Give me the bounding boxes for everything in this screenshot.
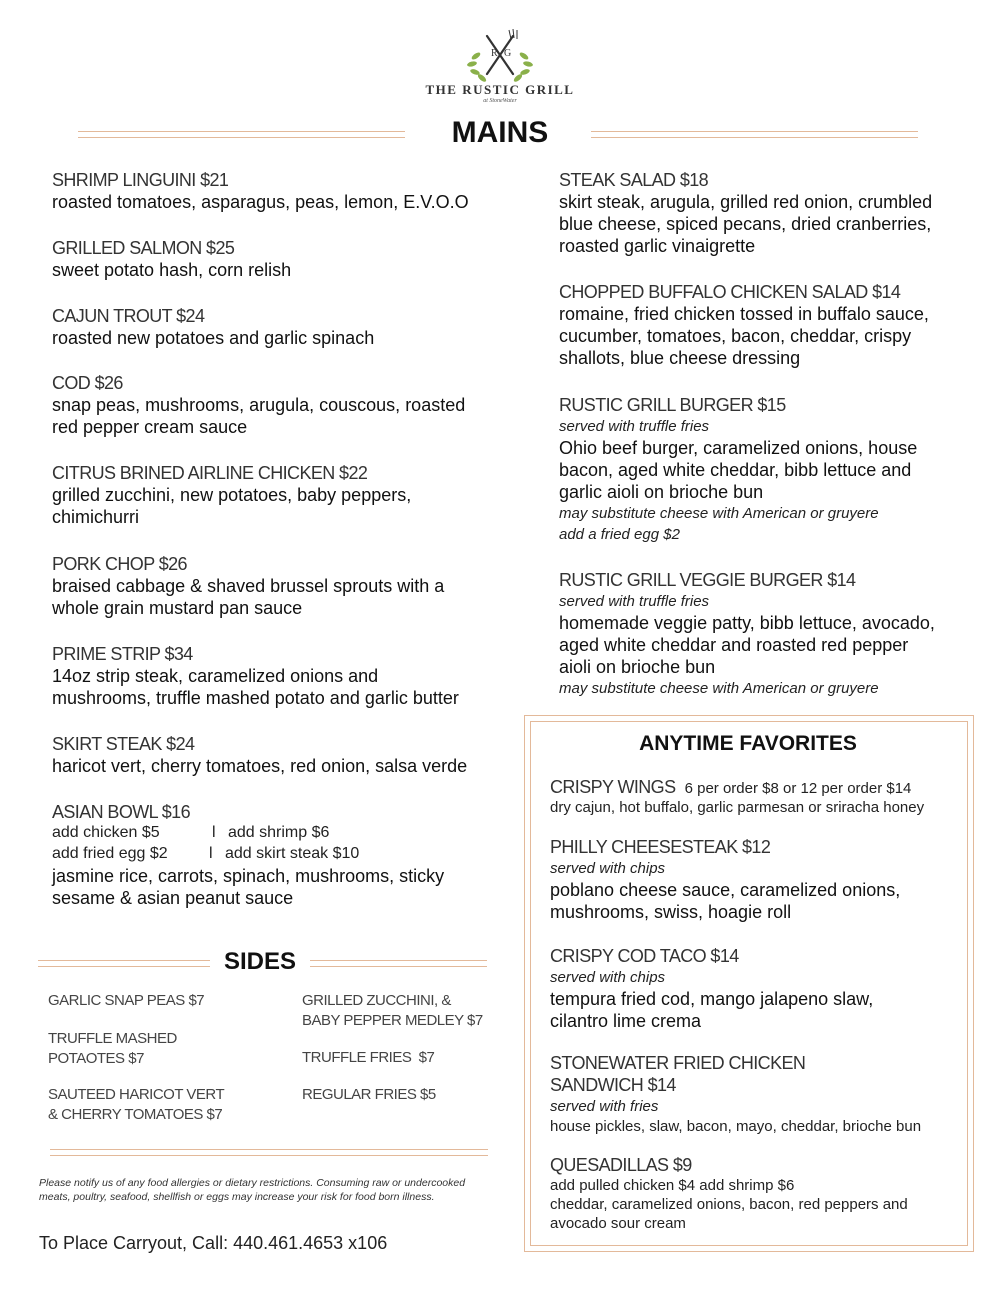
item-detail: 6 per order $8 or 12 per order $14 <box>684 780 912 797</box>
item-desc: snap peas, mushrooms, arugula, couscous, roasted <box>52 395 466 415</box>
item-name: PHILLY CHEESESTEAK $12 <box>550 837 771 857</box>
item-desc: jasmine rice, carrots, spinach, mushrooms, sticky <box>52 866 445 886</box>
menu-item-pork-chop <box>52 553 512 619</box>
logo-monogram-r: R <box>491 48 498 59</box>
item-served: served with truffle fries <box>559 593 710 610</box>
menu-item-cod <box>52 372 512 438</box>
item-desc: mushrooms, swiss, hoagie roll <box>550 902 792 922</box>
side-garlic-snap-peas: GARLIC SNAP PEAS $7 <box>48 992 205 1009</box>
carryout-phone[interactable]: To Place Carryout, Call: 440.461.4653 x106 <box>39 1233 388 1253</box>
item-note: may substitute cheese with American or gruyere <box>559 680 879 697</box>
item-desc: Ohio beef burger, caramelized onions, house <box>559 438 918 458</box>
add-option: add fried egg $2 <box>52 845 168 862</box>
item-desc: house pickles, slaw, bacon, mayo, cheddar, brioche bun <box>550 1118 922 1135</box>
mains-divider-left <box>78 131 405 138</box>
item-name: SHRIMP LINGUINI $21 <box>52 170 229 190</box>
item-served: served with chips <box>550 969 666 986</box>
disclaimer-line: Please notify us of any food allergies or dietary restrictions. Consuming raw or undercooked <box>39 1177 466 1189</box>
anytime-title: ANYTIME FAVORITES <box>639 732 857 755</box>
menu-item-rustic-grill-burger <box>559 394 979 545</box>
item-name: CAJUN TROUT $24 <box>52 306 205 326</box>
add-option: add skirt steak $10 <box>225 845 360 862</box>
allergy-disclaimer <box>39 1176 509 1204</box>
logo <box>462 22 538 84</box>
menu-item-asian-bowl <box>52 801 512 909</box>
item-desc: whole grain mustard pan sauce <box>52 598 303 618</box>
item-desc: avocado sour cream <box>550 1215 686 1232</box>
item-desc: garlic aioli on brioche bun <box>559 482 764 502</box>
item-desc: shallots, blue cheese dressing <box>559 348 801 368</box>
item-served: served with truffle fries <box>559 418 710 435</box>
item-desc: dry cajun, hot buffalo, garlic parmesan or sriracha honey <box>550 799 925 816</box>
menu-item-skirt-steak <box>52 733 512 777</box>
item-name: PRIME STRIP $34 <box>52 644 193 664</box>
item-desc: mushrooms, truffle mashed potato and garlic butter <box>52 688 459 708</box>
item-desc: romaine, fried chicken tossed in buffalo sauce, <box>559 304 929 324</box>
separator: l <box>212 824 216 841</box>
side-truffle-mashed: TRUFFLE MASHED POTAOTES $7 <box>48 1030 177 1067</box>
item-desc: skirt steak, arugula, grilled red onion, crumbled <box>559 192 933 212</box>
item-desc: haricot vert, cherry tomatoes, red onion, salsa verde <box>52 756 468 776</box>
menu-item-shrimp-linguini <box>52 169 512 213</box>
item-desc: bacon, aged white cheddar, bibb lettuce and <box>559 460 912 480</box>
item-name: QUESADILLAS $9 <box>550 1155 692 1175</box>
sides-divider-right <box>310 960 487 967</box>
menu-item-fried-chicken-sandwich <box>550 1052 970 1136</box>
menu-item-prime-strip <box>52 643 512 709</box>
item-name: CRISPY COD TACO $14 <box>550 946 739 966</box>
menu-item-cajun-trout <box>52 305 512 349</box>
menu-item-veggie-burger <box>559 569 979 699</box>
item-desc: sweet potato hash, corn relish <box>52 260 292 280</box>
item-name: RUSTIC GRILL VEGGIE BURGER $14 <box>559 570 856 590</box>
sides-divider-left <box>38 960 210 967</box>
item-desc: aged white cheddar and roasted red pepper <box>559 635 909 655</box>
item-desc: roasted new potatoes and garlic spinach <box>52 328 375 348</box>
mains-title: MAINS <box>451 116 549 149</box>
item-note: may substitute cheese with American or gruyere <box>559 505 879 522</box>
item-desc: red pepper cream sauce <box>52 417 248 437</box>
item-desc: cucumber, tomatoes, bacon, cheddar, crispy <box>559 326 912 346</box>
item-desc: sesame & asian peanut sauce <box>52 888 294 908</box>
item-desc: roasted tomatoes, asparagus, peas, lemon, E.V.O.O <box>52 192 469 212</box>
item-desc: cheddar, caramelized onions, bacon, red peppers and <box>550 1196 908 1213</box>
item-desc: blue cheese, spiced pecans, dried cranberries, <box>559 214 932 234</box>
item-desc: 14oz strip steak, caramelized onions and <box>52 666 379 686</box>
add-option: add shrimp $6 <box>228 824 330 841</box>
side-grilled-zucchini: GRILLED ZUCCHINI, & BABY PEPPER MEDLEY $7 <box>302 992 483 1029</box>
side-truffle-fries: TRUFFLE FRIES $7 <box>302 1049 435 1066</box>
logo-monogram-g: G <box>504 48 512 59</box>
menu-item-buffalo-chicken-salad <box>559 281 979 369</box>
item-name: GRILLED SALMON $25 <box>52 238 235 258</box>
sides-title: SIDES <box>223 948 297 975</box>
menu-item-steak-salad <box>559 169 979 257</box>
logo-emblem-icon <box>462 22 538 84</box>
item-name: PORK CHOP $26 <box>52 554 187 574</box>
item-note: add a fried egg $2 <box>559 526 680 543</box>
menu-item-citrus-chicken <box>52 462 512 528</box>
item-desc: tempura fried cod, mango jalapeno slaw, <box>550 989 874 1009</box>
item-desc: add pulled chicken $4 add shrimp $6 <box>550 1177 795 1194</box>
item-name: CRISPY WINGS <box>550 777 676 797</box>
side-haricot-vert: SAUTEED HARICOT VERT & CHERRY TOMATOES $7 <box>48 1086 225 1123</box>
menu-item-crispy-cod-taco <box>550 945 970 1032</box>
item-name: SANDWICH $14 <box>550 1075 676 1095</box>
menu-item-philly-cheesesteak <box>550 836 970 923</box>
separator: l <box>209 845 213 862</box>
item-desc: cilantro lime crema <box>550 1011 702 1031</box>
item-name: ASIAN BOWL $16 <box>52 802 190 822</box>
asian-bowl-add-row-1 <box>52 823 512 844</box>
restaurant-name: THE RUSTIC GRILL <box>425 82 575 97</box>
menu-item-crispy-wings <box>550 776 970 817</box>
item-served: served with chips <box>550 860 666 877</box>
disclaimer-line: meats, poultry, seafood, shellfish or eggs may increase your risk for food born illness. <box>39 1191 435 1203</box>
side-regular-fries: REGULAR FRIES $5 <box>302 1086 436 1103</box>
item-desc: homemade veggie patty, bibb lettuce, avocado, <box>559 613 935 633</box>
item-served: served with fries <box>550 1098 659 1115</box>
menu-item-grilled-salmon <box>52 237 512 281</box>
mains-divider-right <box>591 131 918 138</box>
wings-name-row <box>550 776 970 798</box>
item-desc: aioli on brioche bun <box>559 657 716 677</box>
asian-bowl-add-row-2 <box>52 844 512 865</box>
item-desc: poblano cheese sauce, caramelized onions, <box>550 880 901 900</box>
item-name: STEAK SALAD $18 <box>559 170 709 190</box>
item-name: CHOPPED BUFFALO CHICKEN SALAD $14 <box>559 282 901 302</box>
item-desc: chimichurri <box>52 507 140 527</box>
restaurant-subtitle: at StoneWater <box>483 98 517 104</box>
item-name: RUSTIC GRILL BURGER $15 <box>559 395 786 415</box>
item-name: STONEWATER FRIED CHICKEN <box>550 1053 806 1073</box>
item-name: SKIRT STEAK $24 <box>52 734 195 754</box>
item-desc: braised cabbage & shaved brussel sprouts with a <box>52 576 445 596</box>
item-name: COD $26 <box>52 373 123 393</box>
menu-item-quesadillas <box>550 1154 970 1233</box>
item-desc: roasted garlic vinaigrette <box>559 236 756 256</box>
item-name: CITRUS BRINED AIRLINE CHICKEN $22 <box>52 463 368 483</box>
sides-bottom-divider <box>50 1149 488 1156</box>
add-option: add chicken $5 <box>52 824 160 841</box>
item-desc: grilled zucchini, new potatoes, baby peppers, <box>52 485 412 505</box>
